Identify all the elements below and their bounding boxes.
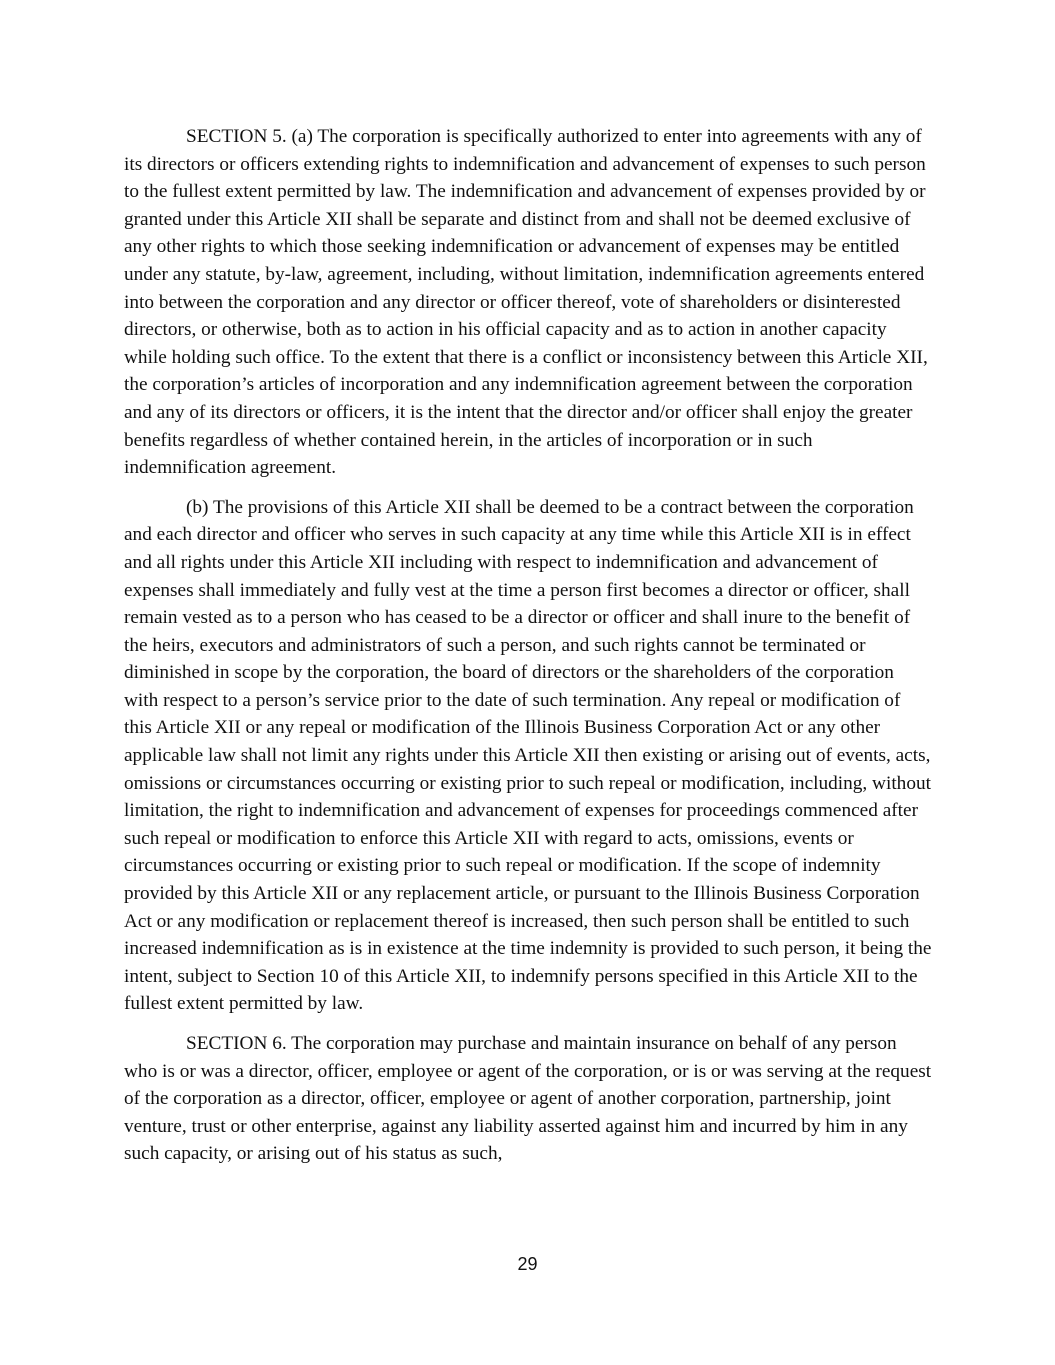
section-5a-paragraph: SECTION 5. (a) The corporation is specifically authorized to enter into agreements with any of its directors or officers extending rights to indemnification and advancement of expenses to such person to the fullest extent permitted by law. The indemnification and advancement of expenses provided by or granted under this Article XII shall be separate and distinct from and shall not be deemed exclusive of any other rights to which those seeking indemnification or advancement of expenses may be entitled under any statute, by-law, agreement, including, without limitation, indemnification agreements entered into between the corporation and any director or officer thereof, vote of shareholders or disinterested directors, or otherwise, both as to action in his official capacity and as to action in another capacity while holding such office. To the extent that there is a conflict or inconsistency between this Article XII, the corporation’s articles of incorporation and any indemnification agreement between the corporation and any of its directors or officers, it is the intent that the director and/or officer shall enjoy the greater benefits regardless of whether contained herein, in the articles of incorporation or in such indemnification agreement. xyxy=(124,126,928,479)
section-5b-paragraph: (b) The provisions of this Article XII shall be deemed to be a contract between the corporation and each director and officer who serves in such capacity at any time while this Article XII is in effect and all rights under this Article XII including with respect to indemnification and advancement of expenses shall immediately and fully vest at the time a person first becomes a director or officer, shall remain vested as to a person who has ceased to be a director or officer and shall inure to the benefit of the heirs, executors and administrators of such a person, and such rights cannot be terminated or diminished in scope by the corporation, the board of directors or the shareholders of the corporation with respect to a person’s service prior to the date of such termination. Any repeal or modification of this Article XII or any repeal or modification of the Illinois Business Corporation Act or any other applicable law shall not limit any rights under this Article XII then existing or arising out of events, acts, omissions or circumstances occurring or existing prior to such repeal or modification, including, without limitation, the right to indemnification and advancement of expenses for proceedings commenced after such repeal or modification to enforce this Article XII with regard to acts, omissions, events or circumstances occurring or existing prior to such repeal or modification. If the scope of indemnity provided by this Article XII or any replacement article, or pursuant to the Illinois Business Corporation Act or any modification or replacement thereof is increased, then such person shall be entitled to such increased indemnification as is in existence at the time indemnity is provided to such person, it being the intent, subject to Section 10 of this Article XII, to indemnify persons specified in this Article XII to the fullest extent permitted by law. xyxy=(124,496,932,1015)
section-6-paragraph: SECTION 6. The corporation may purchase and maintain insurance on behalf of any person who is or was a director, officer, employee or agent of the corporation, or is or was serving at the request of the corporation as a director, officer, employee or agent of another corporation, partnership, joint venture, trust or other enterprise, against any liability asserted against him and incurred by him in any such capacity, or arising out of his status as such, xyxy=(124,1033,932,1165)
document-body xyxy=(124,123,932,1180)
page-number: 29 xyxy=(517,1254,538,1274)
